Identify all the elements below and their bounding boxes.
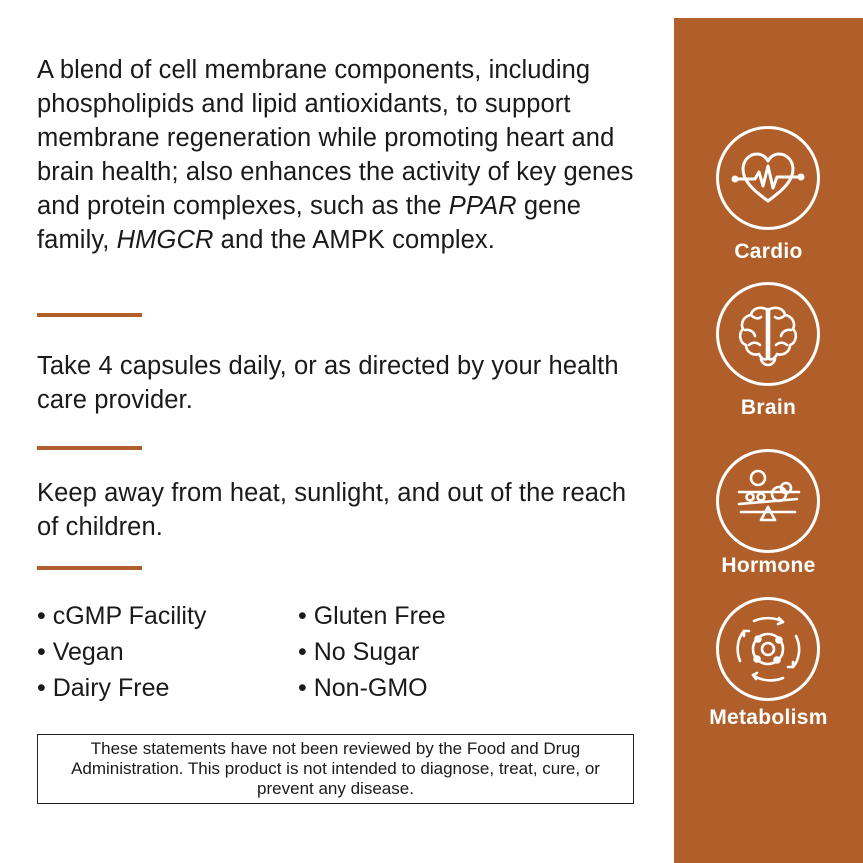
feature-item: • Gluten Free	[298, 598, 446, 634]
benefit-label-cardio: Cardio	[734, 240, 803, 263]
benefit-label-hormone: Hormone	[721, 554, 816, 577]
brain-icon	[716, 282, 820, 386]
directions-text: Take 4 capsules daily, or as directed by your health care provider.	[37, 352, 619, 414]
fda-disclaimer: These statements have not been reviewed by the Food and Drug Administration. This product is not intended to diagnose, treat, cure, or prevent any disease.	[37, 734, 634, 804]
feature-list-right	[298, 598, 446, 706]
feature-item: • Non-GMO	[298, 670, 446, 706]
section-divider	[37, 446, 142, 450]
section-divider	[37, 313, 142, 317]
section-divider	[37, 566, 142, 570]
product-description: A blend of cell membrane components, including phospholipids and lipid antioxidants, to support membrane regeneration while promoting heart and brain health; also enhances the activity of key genes and protein complexes, such as the PPAR gene family, HMGCR and the AMPK complex.	[37, 56, 634, 254]
heart-pulse-icon	[716, 126, 820, 230]
metabolism-cycle-icon	[716, 597, 820, 701]
feature-item: • cGMP Facility	[37, 598, 206, 634]
feature-item: • No Sugar	[298, 634, 446, 670]
feature-item: • Dairy Free	[37, 670, 206, 706]
feature-list-left	[37, 598, 206, 706]
warning-text: Keep away from heat, sunlight, and out of the reach of children.	[37, 479, 627, 541]
benefit-label-metabolism: Metabolism	[709, 706, 828, 729]
feature-item: • Vegan	[37, 634, 206, 670]
benefit-label-brain: Brain	[740, 396, 797, 419]
balance-scale-icon	[716, 449, 820, 553]
